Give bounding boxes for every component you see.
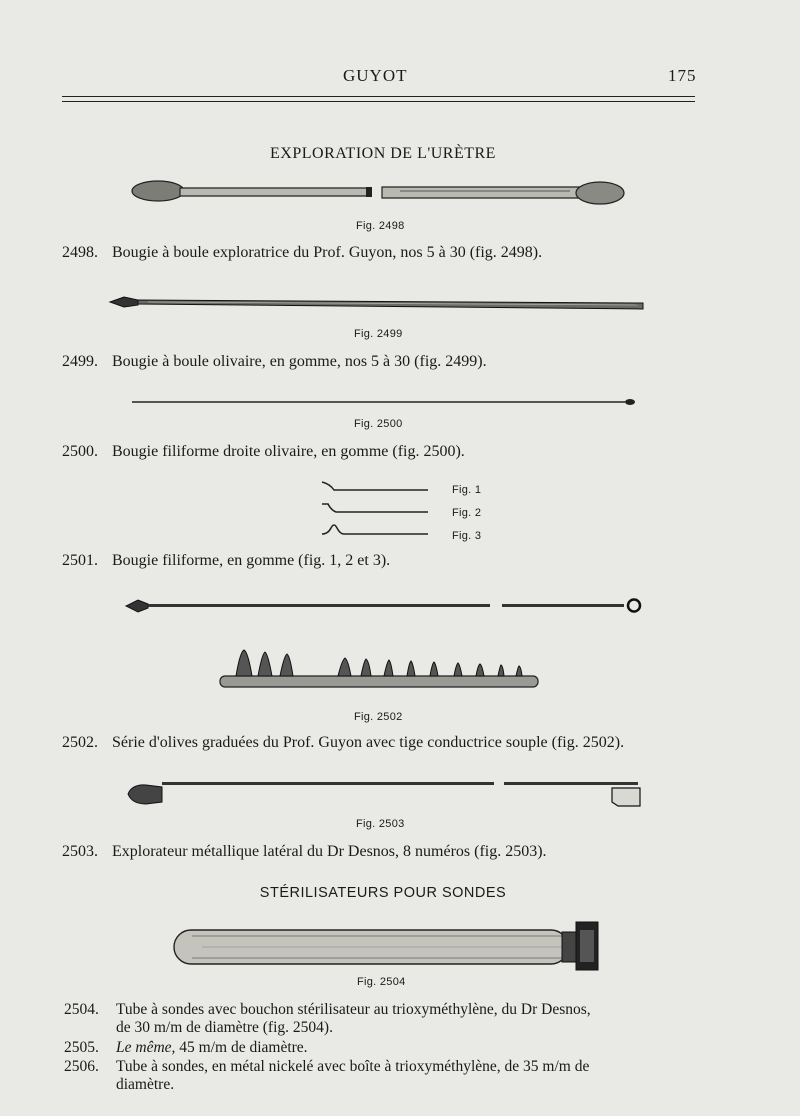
section-title-exploration: EXPLORATION DE L'URÈTRE xyxy=(270,145,496,162)
entry-2500 xyxy=(62,442,465,461)
fig-1-caption: Fig. 1 xyxy=(452,484,482,496)
page-number: 175 xyxy=(668,66,697,85)
entry-text: 45 m/m de diamètre. xyxy=(179,1039,308,1056)
entry-number: 2502. xyxy=(62,734,98,751)
header-rule-top xyxy=(62,96,695,97)
fig-2502-olives-graduees-illustration xyxy=(218,646,542,694)
fig-2499-caption: Fig. 2499 xyxy=(354,328,403,340)
entry-text: Explorateur métallique latéral du Dr Desnos, 8 numéros (fig. 2503). xyxy=(112,843,547,860)
entry-number: 2501. xyxy=(62,552,98,569)
fig-2500-filiforme-droite-illustration xyxy=(130,395,640,409)
entry-text: Bougie filiforme droite olivaire, en gomme (fig. 2500). xyxy=(112,443,465,460)
fig-2502-caption: Fig. 2502 xyxy=(354,711,403,723)
entry-text: Série d'olives graduées du Prof. Guyon avec tige conductrice souple (fig. 2502). xyxy=(112,734,625,751)
entry-number: 2499. xyxy=(62,353,98,370)
entry-2499 xyxy=(62,352,487,371)
entry-number: 2505. xyxy=(64,1039,99,1056)
entry-2506 xyxy=(64,1058,589,1076)
entry-2498 xyxy=(62,243,542,262)
fig-2504-caption: Fig. 2504 xyxy=(357,976,406,988)
entry-number: 2503. xyxy=(62,843,98,860)
entry-2503 xyxy=(62,842,547,861)
fig-2498-bougie-boule-illustration xyxy=(130,176,630,216)
running-head-title: GUYOT xyxy=(343,66,408,85)
entry-number: 2506. xyxy=(64,1058,99,1075)
entry-text: Bougie à boule exploratrice du Prof. Guyon, nos 5 à 30 (fig. 2498). xyxy=(112,244,543,261)
fig-2498-caption: Fig. 2498 xyxy=(356,220,405,232)
entry-2504 xyxy=(64,1001,591,1019)
entry-text-line1: Tube à sondes avec bouchon stérilisateur au trioxyméthylène, du Dr Desnos, xyxy=(116,1001,591,1018)
entry-number: 2504. xyxy=(64,1001,99,1018)
entry-2501 xyxy=(62,551,390,570)
entry-2505 xyxy=(64,1039,308,1057)
fig-2499-bougie-olivaire-illustration xyxy=(108,292,653,322)
fig-2503-caption: Fig. 2503 xyxy=(356,818,405,830)
entry-number: 2498. xyxy=(62,244,98,261)
entry-text-line2: diamètre. xyxy=(116,1076,175,1093)
entry-number: 2500. xyxy=(62,443,98,460)
entry-text: Bougie filiforme, en gomme (fig. 1, 2 et 3). xyxy=(112,552,391,569)
entry-italic-text: Le même, xyxy=(116,1039,176,1056)
entry-text-line2: de 30 m/m de diamètre (fig. 2504). xyxy=(116,1019,333,1036)
fig-2500-caption: Fig. 2500 xyxy=(354,418,403,430)
entry-text-line1: Tube à sondes, en métal nickelé avec boîte à trioxyméthylène, de 35 m/m de xyxy=(116,1058,590,1075)
fig-2504-tube-sterilisateur-illustration xyxy=(172,918,602,974)
fig-3-caption: Fig. 3 xyxy=(452,530,482,542)
header-rule-bottom xyxy=(62,101,695,102)
fig-2-caption: Fig. 2 xyxy=(452,507,482,519)
section-title-sterilisateurs: STÉRILISATEURS POUR SONDES xyxy=(259,885,507,901)
fig-2502-tige-conductrice-illustration xyxy=(124,594,646,618)
entry-2502 xyxy=(62,733,624,752)
entry-2506-continued xyxy=(116,1076,174,1094)
fig-1-2-3-filiforme-illustrations xyxy=(318,478,448,544)
fig-2503-explorateur-metallique-illustration xyxy=(124,776,648,816)
entry-2504-continued xyxy=(116,1019,333,1037)
entry-text: Bougie à boule olivaire, en gomme, nos 5 à 30 (fig. 2499). xyxy=(112,353,487,370)
